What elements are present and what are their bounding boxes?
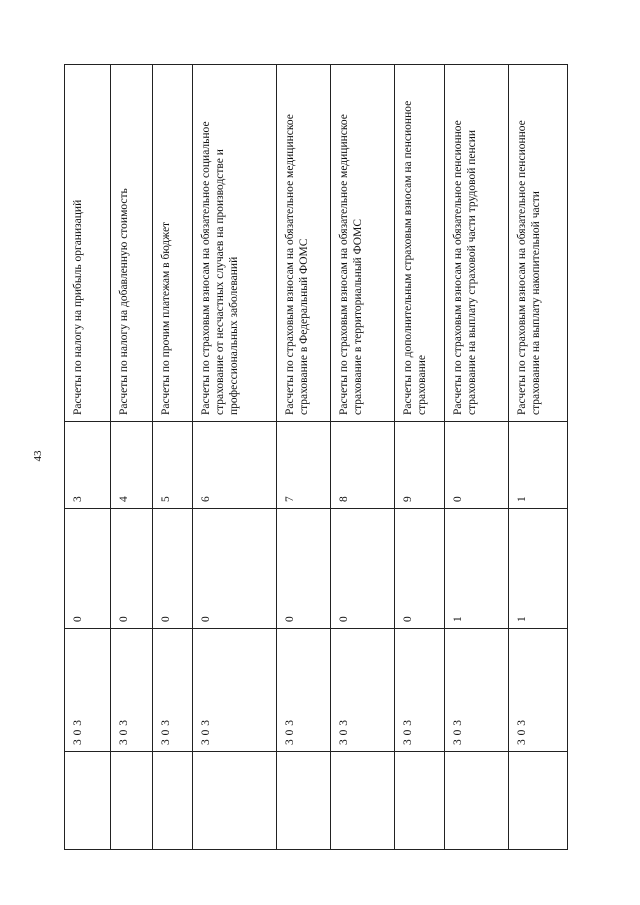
accounts-table xyxy=(64,64,568,850)
account-code-cell: 3 0 3 xyxy=(65,629,111,752)
table-row xyxy=(509,65,568,850)
article-cell: 4 xyxy=(111,422,153,509)
article-cell: 8 xyxy=(331,422,395,509)
article-cell: 3 xyxy=(65,422,111,509)
account-code-cell: 3 0 3 xyxy=(395,629,445,752)
account-name-cell: Расчеты по страховым взносам на обязательное социальное страхование от несчастных случаев на производстве и профессиональных заболеваний xyxy=(193,65,277,422)
blank-cell xyxy=(331,752,395,850)
blank-cell xyxy=(509,752,568,850)
subaccount-cell: 0 xyxy=(111,509,153,629)
account-name-cell: Расчеты по дополнительным страховым взносам на пенсионное страхование xyxy=(395,65,445,422)
account-code-cell: 3 0 3 xyxy=(331,629,395,752)
account-name-cell: Расчеты по страховым взносам на обязательное пенсионное страхование на выплату страховой части трудовой пенсии xyxy=(445,65,509,422)
rotated-table-container xyxy=(64,65,567,850)
account-name-cell: Расчеты по налогу на добавленную стоимость xyxy=(111,65,153,422)
subaccount-cell: 0 xyxy=(331,509,395,629)
subaccount-cell: 1 xyxy=(509,509,568,629)
table-row xyxy=(153,65,193,850)
table-row xyxy=(445,65,509,850)
subaccount-cell: 0 xyxy=(65,509,111,629)
blank-cell xyxy=(111,752,153,850)
table-row xyxy=(277,65,331,850)
blank-cell xyxy=(395,752,445,850)
account-code-cell: 3 0 3 xyxy=(193,629,277,752)
subaccount-cell: 0 xyxy=(193,509,277,629)
subaccount-cell: 0 xyxy=(395,509,445,629)
article-cell: 0 xyxy=(445,422,509,509)
account-name-cell: Расчеты по прочим платежам в бюджет xyxy=(153,65,193,422)
article-cell: 1 xyxy=(509,422,568,509)
article-cell: 6 xyxy=(193,422,277,509)
table-row xyxy=(193,65,277,850)
article-cell: 9 xyxy=(395,422,445,509)
blank-cell xyxy=(277,752,331,850)
account-name-cell: Расчеты по страховым взносам на обязательное медицинское страхование в Федеральный ФОМС xyxy=(277,65,331,422)
table-row xyxy=(395,65,445,850)
article-cell: 7 xyxy=(277,422,331,509)
account-name-cell: Расчеты по налогу на прибыль организаций xyxy=(65,65,111,422)
account-code-cell: 3 0 3 xyxy=(111,629,153,752)
rotated-table-frame xyxy=(64,65,567,850)
table-row xyxy=(331,65,395,850)
blank-cell xyxy=(65,752,111,850)
account-code-cell: 3 0 3 xyxy=(153,629,193,752)
subaccount-cell: 0 xyxy=(153,509,193,629)
subaccount-cell: 0 xyxy=(277,509,331,629)
account-name-cell: Расчеты по страховым взносам на обязательное медицинское страхование в территориальный ФОМС xyxy=(331,65,395,422)
account-code-cell: 3 0 3 xyxy=(509,629,568,752)
accounts-table-body xyxy=(65,65,568,850)
table-row xyxy=(65,65,111,850)
blank-cell xyxy=(193,752,277,850)
subaccount-cell: 1 xyxy=(445,509,509,629)
blank-cell xyxy=(445,752,509,850)
article-cell: 5 xyxy=(153,422,193,509)
account-code-cell: 3 0 3 xyxy=(445,629,509,752)
blank-cell xyxy=(153,752,193,850)
account-code-cell: 3 0 3 xyxy=(277,629,331,752)
table-row xyxy=(111,65,153,850)
account-name-cell: Расчеты по страховым взносам на обязательное пенсионное страхование на выплату накопительной части xyxy=(509,65,568,422)
page-number: 43 xyxy=(32,450,44,462)
